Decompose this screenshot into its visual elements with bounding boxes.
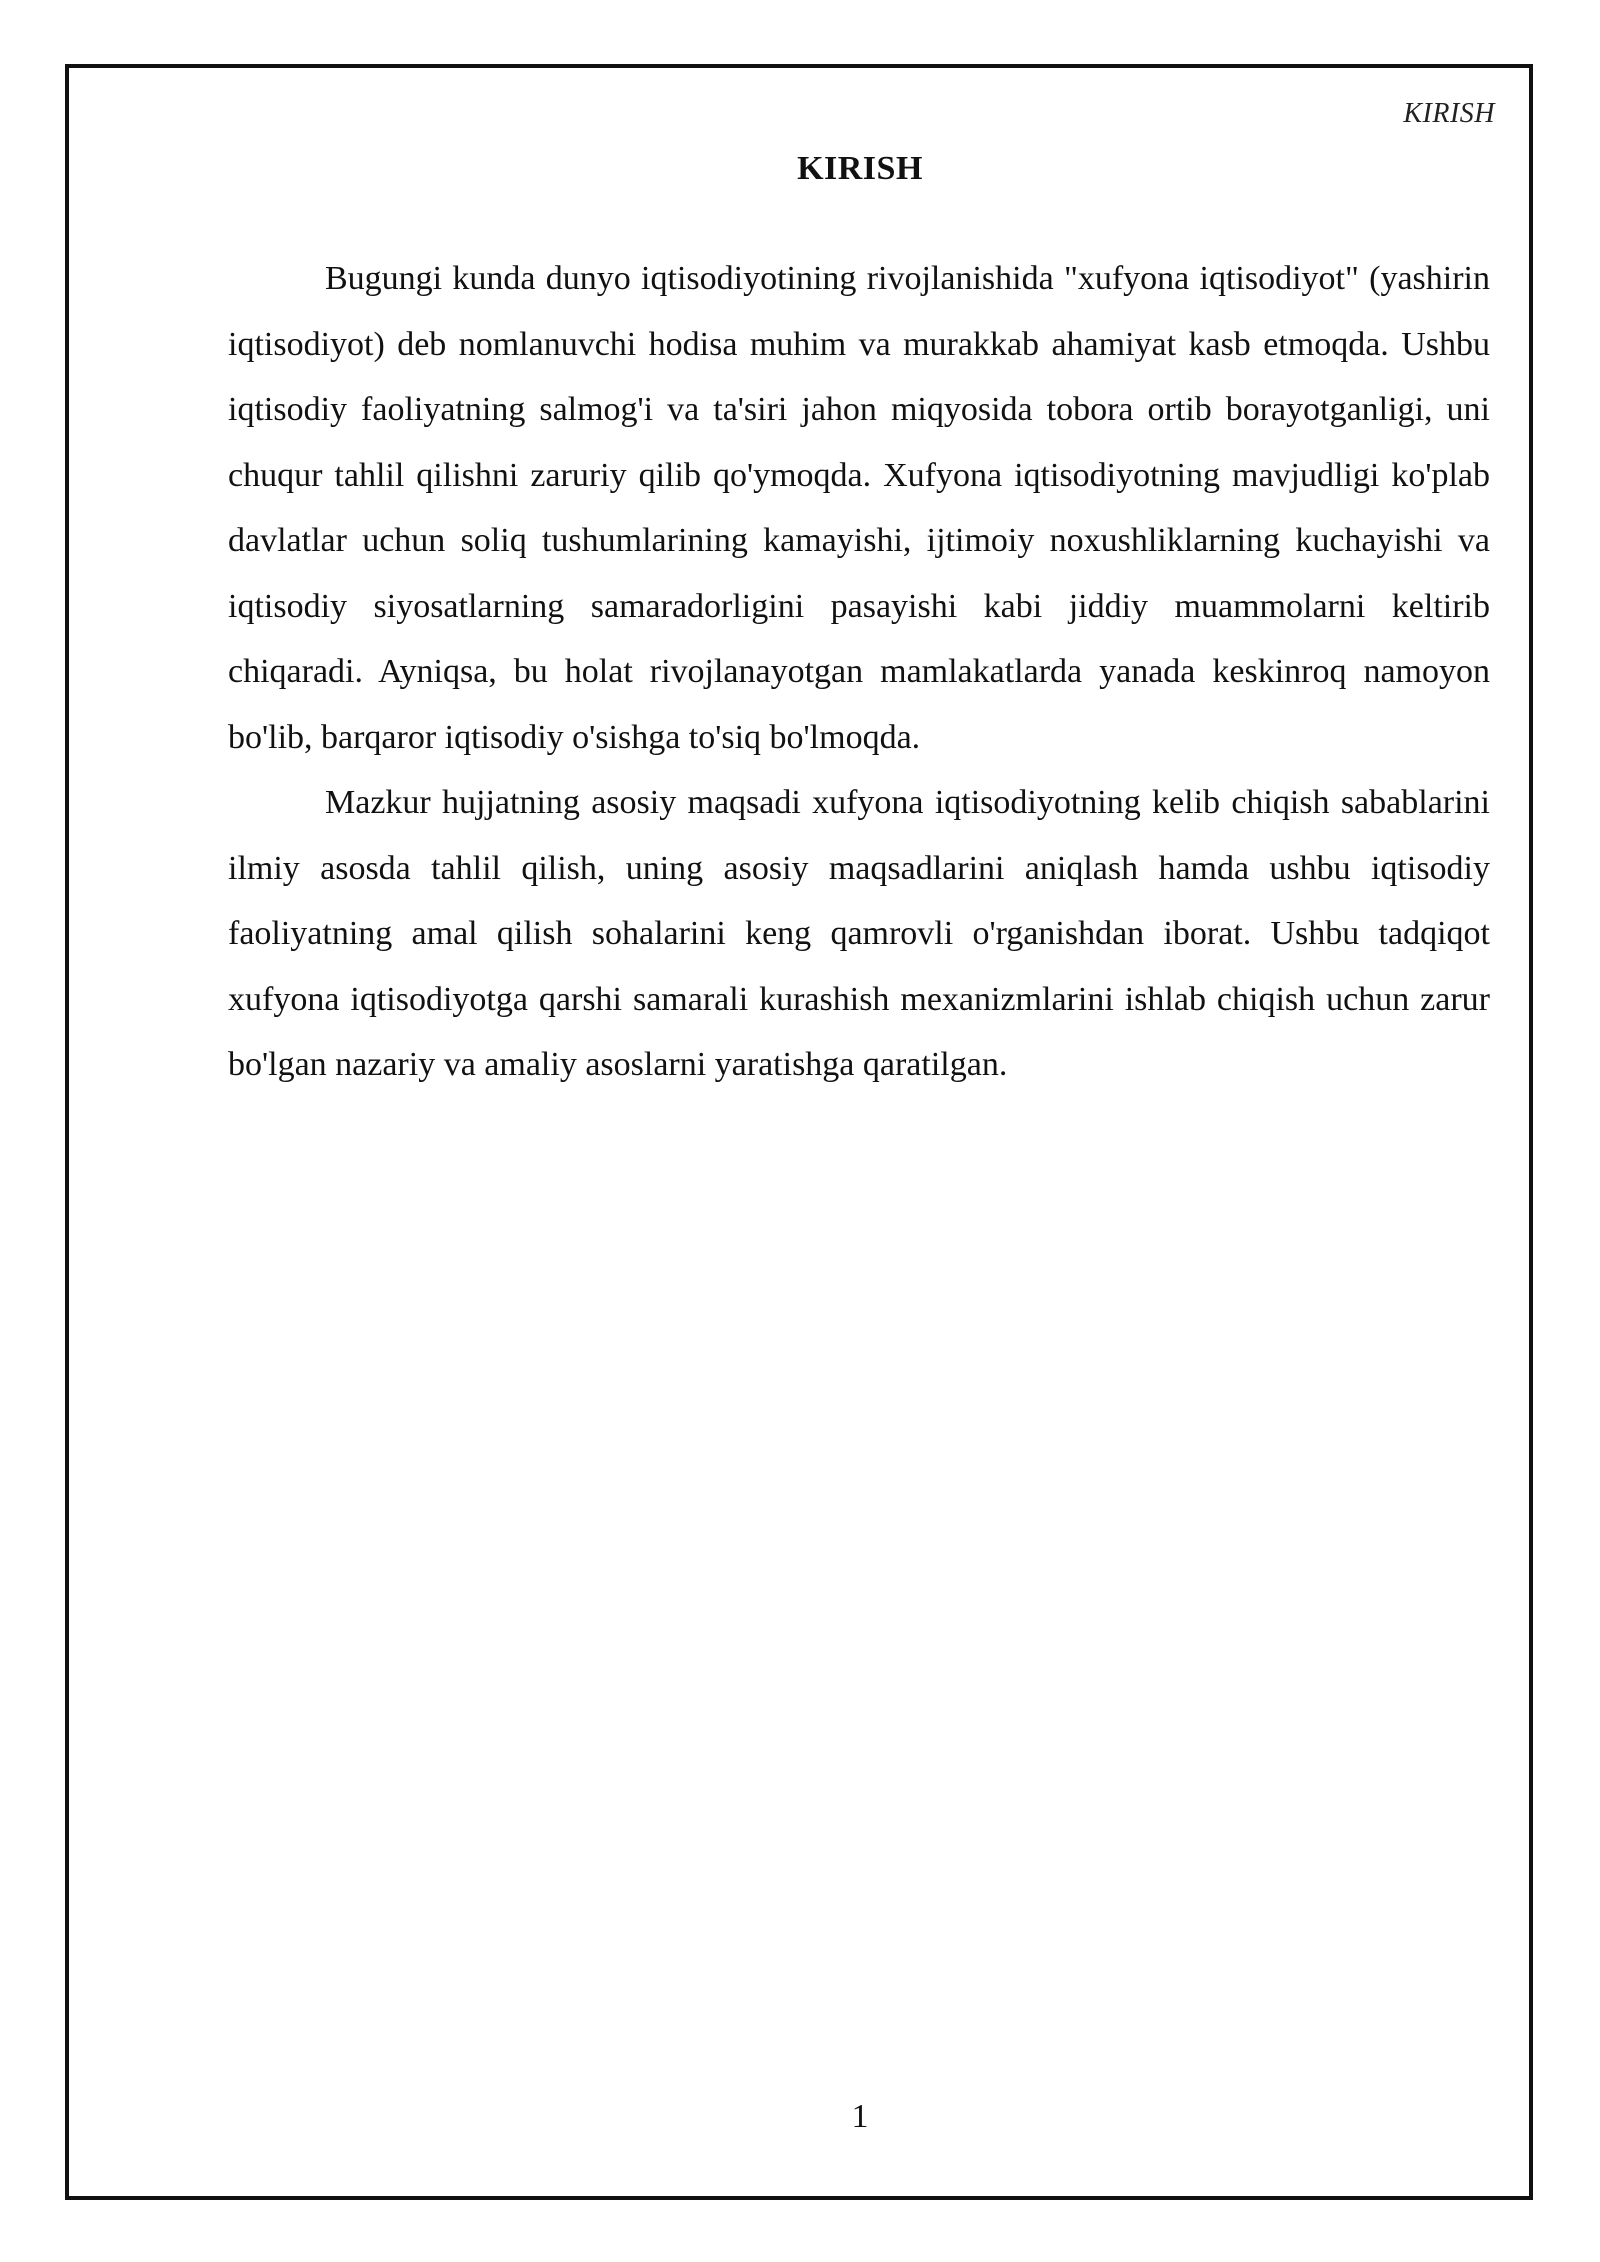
paragraph-intro: Bugungi kunda dunyo iqtisodiyotining rivojlanishida "xufyona iqtisodiyot" (yashirin iqtisodiyot) deb nomlanuvchi hodisa muhim va murakkab ahamiyat kasb etmoqda. Ushbu iqtisodiy faoliyatning salmog'i va ta'siri jahon miqyosida tobora ortib borayotganligi, uni chuqur tahlil qilishni zaruriy qilib qo'ymoqda. Xufyona iqtisodiyotning mavjudligi ko'plab davlatlar uchun soliq tushumlarining kamayishi, ijtimoiy noxushliklarning kuchayishi va iqtisodiy siyosatlarning samaradorligini pasayishi kabi jiddiy muammolarni keltirib chiqaradi. Ayniqsa, bu holat rivojlanayotgan mamlakatlarda yanada keskinroq namoyon bo'lib, barqaror iqtisodiy o'sishga to'siq bo'lmoqda. (228, 260, 1490, 756)
running-header: KIRISH (1403, 98, 1495, 129)
paragraph-purpose: Mazkur hujjatning asosiy maqsadi xufyona iqtisodiyotning kelib chiqish sabablarini ilmiy asosda tahlil qilish, uning asosiy maqsadlarini aniqlash hamda ushbu iqtisodiy faoliyatning amal qilish sohalarini keng qamrovli o'rganishdan iborat. Ushbu tadqiqot xufyona iqtisodiyotga qarshi samarali kurashish mexanizmlarini ishlab chiqish uchun zarur bo'lgan nazariy va amaliy asoslarni yaratishga qaratilgan. (228, 784, 1490, 1083)
page-title: KIRISH (797, 150, 923, 187)
page-number: 1 (851, 2098, 869, 2135)
body-text (228, 246, 1490, 1098)
